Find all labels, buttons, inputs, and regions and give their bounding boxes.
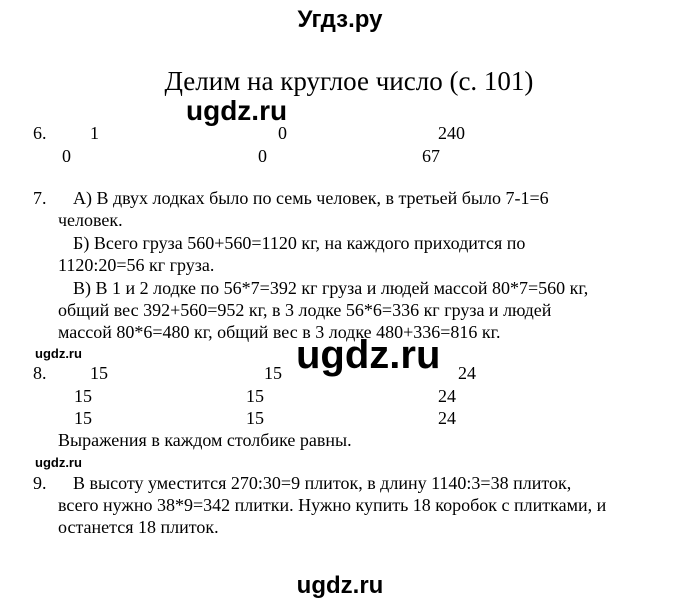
task9-line: В высоту уместится 270:30=9 плиток, в длину 1140:3=38 плиток, bbox=[73, 473, 572, 493]
task7-line: человек. bbox=[58, 210, 123, 230]
watermark-footer: ugdz.ru bbox=[296, 572, 384, 599]
task8-cell: 15 bbox=[90, 363, 108, 383]
task7-number: 7. bbox=[33, 188, 47, 208]
task8-cell: 24 bbox=[458, 363, 476, 383]
task6-cell: 0 bbox=[258, 146, 267, 166]
watermark-title: ugdz.ru bbox=[186, 95, 288, 126]
task7-line: А) В двух лодках было по семь человек, в третьей было 7-1=6 bbox=[73, 188, 549, 208]
task8-cell: 24 bbox=[438, 408, 456, 428]
task8-cell: 15 bbox=[246, 408, 264, 428]
task8-conclusion: Выражения в каждом столбике равны. bbox=[58, 430, 352, 450]
task8-cell: 24 bbox=[438, 386, 456, 406]
task6-cell: 0 bbox=[278, 123, 287, 143]
task7-line: В) В 1 и 2 лодке по 56*7=392 кг груза и людей массой 80*7=560 кг, bbox=[73, 278, 589, 298]
task9-line: останется 18 плиток. bbox=[58, 517, 219, 537]
watermark-small: ugdz.ru bbox=[35, 346, 82, 361]
task7-line: массой 80*6=480 кг, общий вес в 3 лодке 480+336=816 кг. bbox=[58, 322, 501, 342]
task9-number: 9. bbox=[33, 473, 47, 493]
task8-cell: 15 bbox=[264, 363, 282, 383]
task7-line: 1120:20=56 кг груза. bbox=[58, 255, 215, 275]
task8-cell: 15 bbox=[74, 386, 92, 406]
site-header: Угдз.ру bbox=[297, 6, 383, 33]
task6-cell: 0 bbox=[62, 146, 71, 166]
watermark-mid: ugdz.ru bbox=[296, 333, 441, 377]
page-title: Делим на круглое число (с. 101) bbox=[164, 66, 534, 96]
task6-cell: 67 bbox=[422, 146, 440, 166]
task6-cell: 240 bbox=[438, 123, 465, 143]
task7-line: Б) Всего груза 560+560=1120 кг, на каждого приходится по bbox=[73, 233, 526, 253]
task7-line: общий вес 392+560=952 кг, в 3 лодке 56*6=336 кг груза и людей bbox=[58, 300, 552, 320]
task8-cell: 15 bbox=[246, 386, 264, 406]
task8-number: 8. bbox=[33, 363, 47, 383]
task8-cell: 15 bbox=[74, 408, 92, 428]
watermark-small: ugdz.ru bbox=[35, 455, 82, 470]
task6-cell: 1 bbox=[90, 123, 99, 143]
task6-number: 6. bbox=[33, 123, 47, 143]
task9-line: всего нужно 38*9=342 плитки. Нужно купить 18 коробок с плитками, и bbox=[58, 495, 607, 515]
